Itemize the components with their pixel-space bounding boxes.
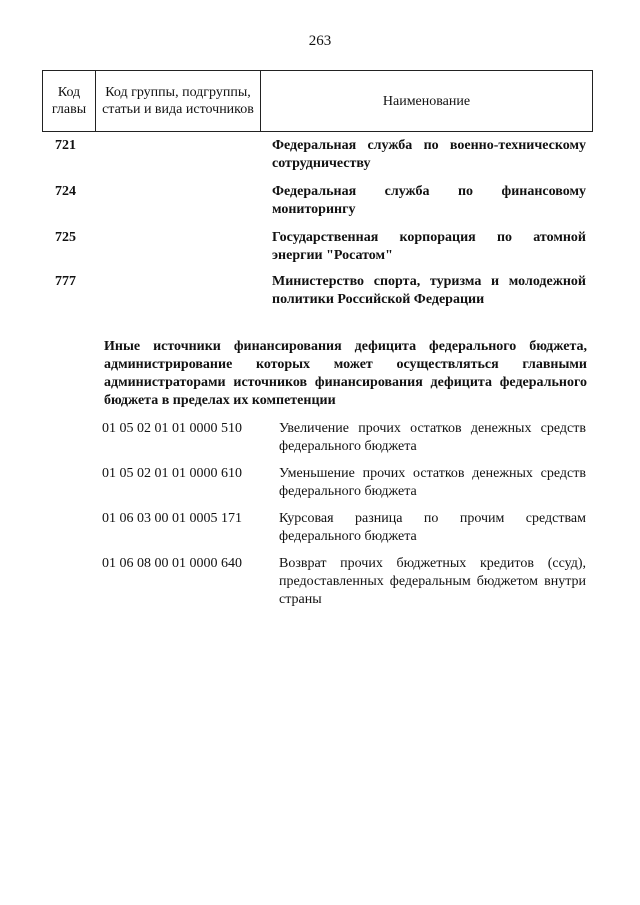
source-code: 01 06 08 00 01 0000 640 (102, 556, 242, 571)
page-number: 263 (308, 33, 332, 49)
agency-name: Федеральная служба по финансовому мониторингу (272, 184, 586, 217)
source-code: 01 05 02 01 01 0000 510 (102, 421, 242, 436)
agency-code: 721 (55, 138, 76, 153)
section-heading: Иные источники финансирования дефицита федерального бюджета, администрирование которых может осуществляться главными администраторами источников финансирования дефицита федерального бюджета в пределах их компетенции (104, 339, 587, 408)
source-name: Увеличение прочих остатков денежных средств федерального бюджета (279, 421, 586, 454)
agency-code: 777 (55, 274, 76, 289)
source-name: Уменьшение прочих остатков денежных средств федерального бюджета (279, 466, 586, 499)
header-name: Наименование (382, 93, 471, 109)
agency-name: Федеральная служба по военно-техническому сотрудничеству (272, 138, 586, 171)
source-name: Возврат прочих бюджетных кредитов (ссуд), предоставленных федеральным бюджетом внутри страны (279, 556, 586, 607)
source-code: 01 06 03 00 01 0005 171 (102, 511, 242, 526)
source-name: Курсовая разница по прочим средствам федерального бюджета (279, 511, 586, 544)
table-header (42, 70, 593, 132)
agency-name: Министерство спорта, туризма и молодежной политики Российской Федерации (272, 274, 586, 307)
source-code: 01 05 02 01 01 0000 610 (102, 466, 242, 481)
agency-code: 725 (55, 230, 76, 245)
header-chapter-code: Код главы (43, 71, 96, 131)
agency-code: 724 (55, 184, 76, 199)
header-source-code: Код группы, подгруппы, статьи и вида источников (96, 71, 261, 131)
agency-name: Государственная корпорация по атомной энергии "Росатом" (272, 230, 586, 263)
